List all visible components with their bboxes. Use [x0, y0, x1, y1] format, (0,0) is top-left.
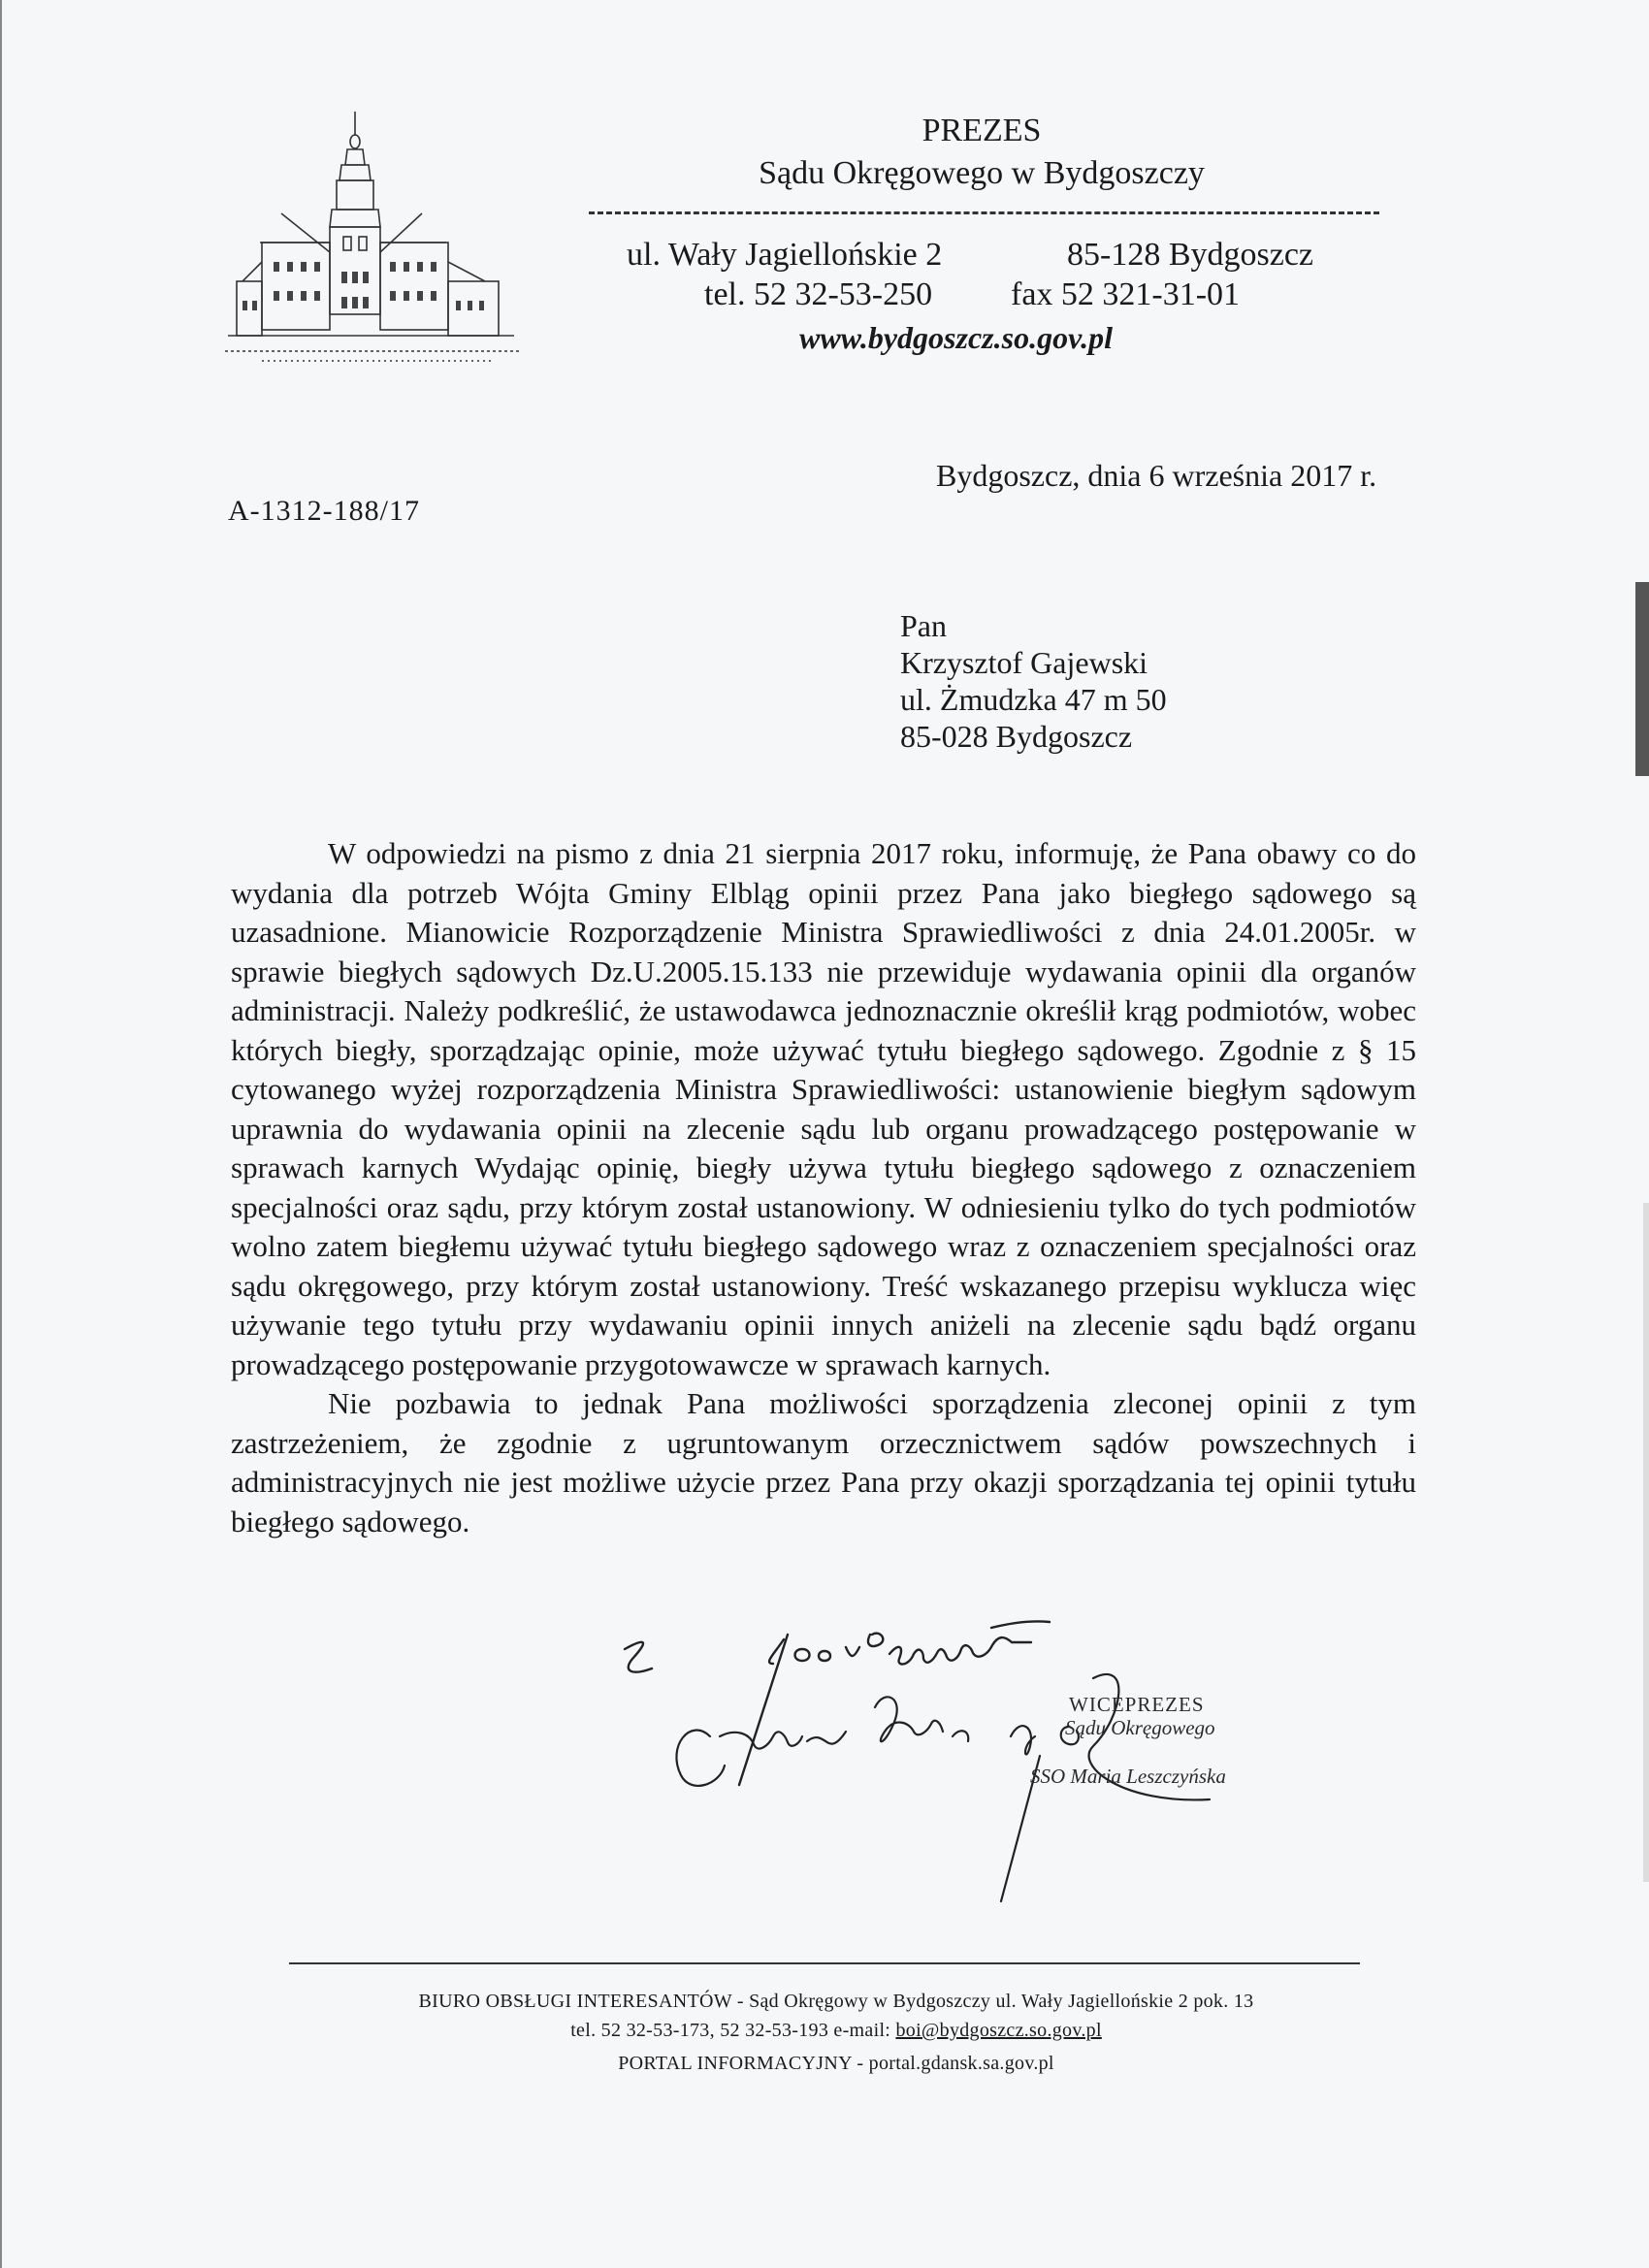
footer-portal-line: PORTAL INFORMACYJNY - portal.gdansk.sa.gov.pl — [618, 2053, 1054, 2074]
header-address: ul. Wały Jagiellońskie 2 — [627, 237, 943, 273]
scan-edge — [1643, 1203, 1649, 1882]
recipient-block — [900, 607, 1167, 755]
reference-number: A-1312-188/17 — [228, 495, 420, 527]
header-title: PREZES — [922, 113, 1042, 148]
recipient-street: ul. Żmudzka 47 m 50 — [900, 682, 1167, 717]
footer-divider — [289, 1962, 1360, 1964]
footer-office-line: BIURO OBSŁUGI INTERESANTÓW - Sąd Okręgowy w Bydgoszczy ul. Wały Jagiellońskie 2 pok. 13 — [418, 1991, 1254, 2012]
body-paragraph: Nie pozbawia to jednak Pana możliwości sporządzenia zleconej opinii z tym zastrzeżeniem, że zgodnie z ugruntowanym orzecznictwem sądów powszechnych i administracyjnych nie jest możliwe użycie przez Pana przy okazji sporządzania tej opinii tytułu biegłego sądowego. — [231, 1386, 1416, 1539]
letter-body — [231, 834, 1416, 1541]
footer-email-link[interactable]: boi@bydgoszcz.so.gov.pl — [895, 2020, 1102, 2041]
scan-edge — [1635, 582, 1649, 776]
footer-contact-line — [254, 2020, 1418, 2042]
stamp-judge-name: SSO Maria Leszczyńska — [1030, 1765, 1226, 1788]
header-phone: tel. 52 32-53-250 — [704, 276, 933, 312]
recipient-name: Krzysztof Gajewski — [900, 645, 1148, 680]
recipient-city: 85-028 Bydgoszcz — [900, 719, 1133, 754]
stamp-court: Sądu Okręgowego — [1065, 1716, 1215, 1739]
header-divider — [589, 211, 1379, 214]
header-website: www.bydgoszcz.so.gov.pl — [799, 320, 1113, 355]
header-subtitle: Sądu Okręgowego w Bydgoszczy — [759, 155, 1205, 191]
header-postal: 85-128 Bydgoszcz — [1067, 237, 1314, 273]
footer-phones: tel. 52 32-53-173, 52 32-53-193 e-mail: — [570, 2020, 896, 2041]
body-paragraph: W odpowiedzi na pismo z dnia 21 sierpnia 2017 roku, informuję, że Pana obawy co do wydania dla potrzeb Wójta Gminy Elbląg opinii przez Pana jako biegłego sądowego są uzasadnione. Mianowicie Rozporządzenie Ministra Sprawiedliwości z dnia 24.01.2005r. w sprawie biegłych sądowych Dz.U.2005.15.133 nie przewiduje wydawania opinii dla organów administracji. Należy podkreślić, że ustawodawca jednoznacznie określił krąg podmiotów, wobec których biegły, sporządzając opinie, może używać tytułu biegłego sądowego. Zgodnie z § 15 cytowanego wyżej rozporządzenia Ministra Sprawiedliwości: ustanowienie biegłym sądowym uprawnia do wydawania opinii na zlecenie sądu lub organu prowadzącego postępowanie w sprawach karnych Wydając opinię, biegły używa tytułu biegłego sądowego z oznaczeniem specjalności oraz sądu, przy którym został ustanowiony. W odniesieniu tylko do tych podmiotów wolno zatem biegłemu używać tytułu biegłego sądowego wraz z oznaczeniem specjalności oraz sądu okręgowego, przy którym został ustanowiony. Treść wskazanego przepisu wyklucza więc używanie tego tytułu przy wydawaniu opinii innych aniżeli na zlecenie sądu bądź organu prowadzącego postępowanie przygotowawcze w sprawach karnych. — [231, 836, 1416, 1381]
signature-area — [603, 1610, 1408, 1950]
court-building-logo — [223, 107, 524, 388]
letter-date: Bydgoszcz, dnia 6 września 2017 r. — [936, 458, 1377, 493]
stamp-title: WICEPREZES — [1069, 1693, 1205, 1716]
recipient-salutation: Pan — [900, 608, 947, 643]
handwritten-closing — [625, 1621, 1050, 1785]
header-fax: fax 52 321-31-01 — [1011, 276, 1241, 312]
